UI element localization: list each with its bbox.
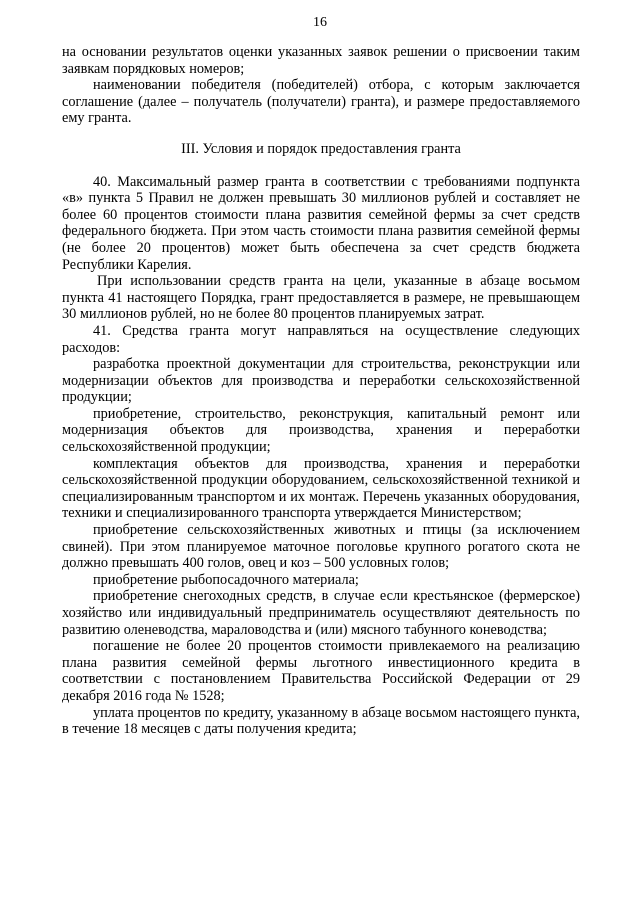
page-number: 16 xyxy=(313,15,327,30)
paragraph: разработка проектной документации для строительства, реконструкции или модернизации объектов для производства и переработки сельскохозяйственной продукции; xyxy=(62,356,580,406)
paragraph: на основании результатов оценки указанных заявок решении о присвоении таким заявкам порядковых номеров; xyxy=(62,44,580,77)
paragraph: наименовании победителя (победителей) отбора, с которым заключается соглашение (далее – получатель (получатели) гранта), и размере предоставляемого ему гранта. xyxy=(62,77,580,127)
paragraph: 40. Максимальный размер гранта в соответствии с требованиями подпункта «в» пункта 5 Правил не должен превышать 30 миллионов рублей и составляет не более 60 процентов стоимости плана развития семейной фермы за счет средств федерального бюджета. При этом часть стоимости плана развития семейной фермы (не более 20 процентов) может быть обеспечена за счет средств бюджета Республики Карелия. xyxy=(62,173,580,273)
paragraph: приобретение рыбопосадочного материала; xyxy=(93,571,359,588)
paragraph: 41. Средства гранта могут направляться на осуществление следующих расходов: xyxy=(62,322,580,356)
paragraph: приобретение, строительство, реконструкция, капитальный ремонт или модернизация объектов для производства, хранения и переработки сельскохозяйственной продукции; xyxy=(62,405,580,456)
paragraph: погашение не более 20 процентов стоимости привлекаемого на реализацию плана развития семейной фермы льготного инвестиционного кредита в соответствии с постановлением Правительства Российской Федерации от 29 декабря 2016 года № 1528; xyxy=(62,638,580,704)
document-body xyxy=(62,44,580,738)
paragraph: приобретение сельскохозяйственных животных и птицы (за исключением свиней). При этом планируемое маточное поголовье крупного рогатого скота не должно превышать 400 голов, овец и коз – 500 условных голов; xyxy=(62,522,580,572)
section-heading: III. Условия и порядок предоставления гранта xyxy=(181,140,461,157)
paragraph: При использовании средств гранта на цели, указанные в абзаце восьмом пункта 41 настоящего Порядка, грант предоставляется в размере, не превышающем 30 миллионов рублей, но не более 80 процентов планируемых затрат. xyxy=(62,273,580,323)
paragraph: уплата процентов по кредиту, указанному в абзаце восьмом настоящего пункта, в течение 18 месяцев с даты получения кредита; xyxy=(62,704,580,738)
paragraph: приобретение снегоходных средств, в случае если крестьянское (фермерское) хозяйство или индивидуальный предприниматель осуществляют деятельность по развитию оленеводства, мараловодства и (или) мясного табунного коневодства; xyxy=(62,588,580,638)
paragraph: комплектация объектов для производства, хранения и переработки сельскохозяйственной продукции оборудованием, сельскохозяйственной техникой и специализированным транспортом и их монтаж. Перечень указанных оборудования, техники и специализированного транспорта утверждается Министерством; xyxy=(62,455,580,522)
